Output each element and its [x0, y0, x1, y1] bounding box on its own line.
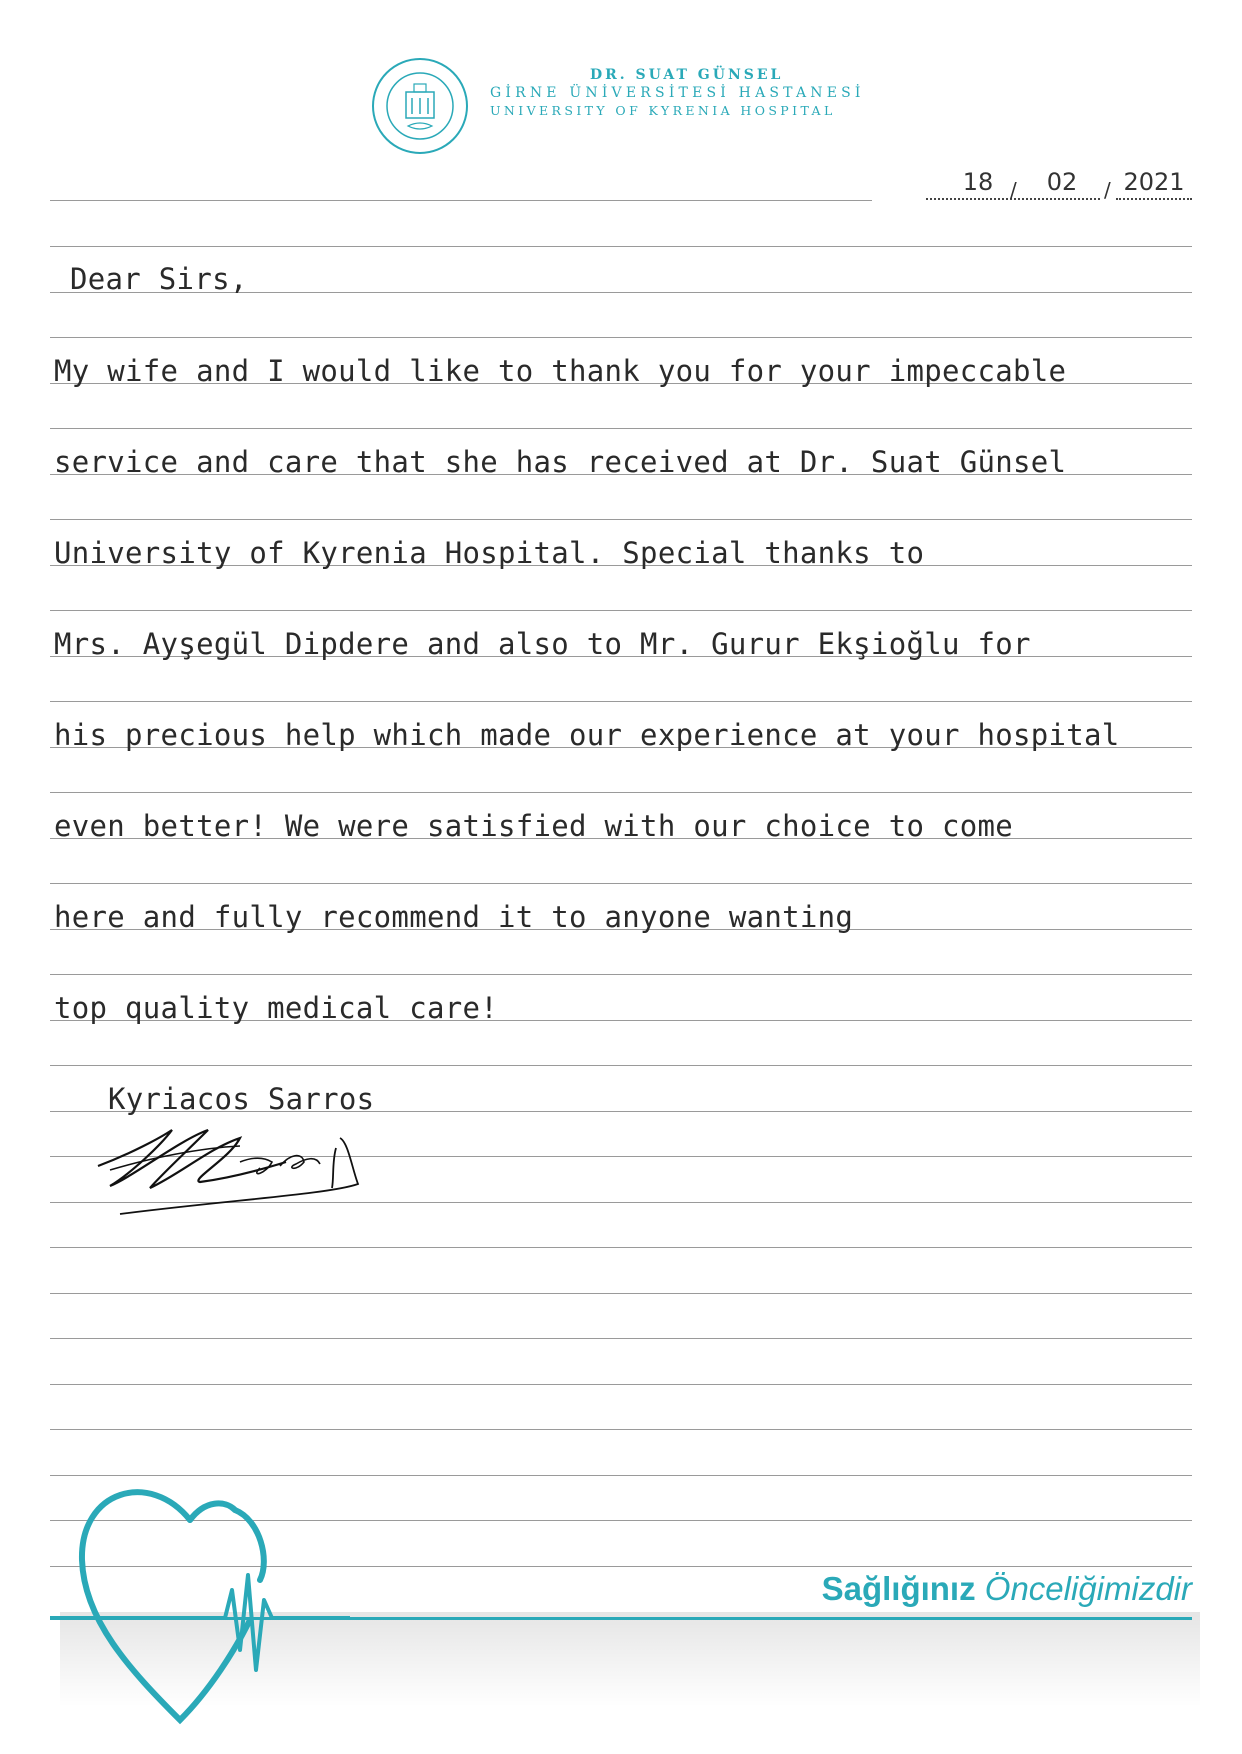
letter-line-4: Mrs. Ayşegül Dipdere and also to Mr. Gurur Ekşioğlu for	[54, 627, 1031, 661]
rule	[50, 974, 1192, 975]
rule	[50, 1475, 1192, 1476]
hospital-name-block	[490, 66, 865, 120]
letter-line-5: his precious help which made our experience at your hospital	[54, 718, 1120, 752]
date-separator-2: /	[1104, 178, 1111, 202]
rule	[50, 1338, 1192, 1339]
rule	[50, 1065, 1192, 1066]
rule	[50, 792, 1192, 793]
rule	[50, 246, 1192, 247]
date-month: 02	[1046, 168, 1078, 196]
rule	[50, 701, 1192, 702]
hospital-seal-logo	[370, 56, 470, 156]
rule	[50, 883, 1192, 884]
hospital-slogan	[822, 1570, 1192, 1608]
rule	[50, 1247, 1192, 1248]
date-month-dots	[1022, 198, 1100, 200]
org-line-2: GİRNE ÜNİVERSİTESİ HASTANESİ	[490, 85, 865, 101]
signature	[90, 1118, 390, 1218]
letter-line-3: University of Kyrenia Hospital. Special thanks to	[54, 536, 925, 570]
letter-line-1: My wife and I would like to thank you for your impeccable	[54, 354, 1067, 388]
letter-line-6: even better! We were satisfied with our choice to come	[54, 809, 1014, 843]
date-year-dots	[1116, 198, 1192, 200]
date-day: 18	[962, 168, 994, 196]
rule	[50, 610, 1192, 611]
letter-line-2: service and care that she has received at Dr. Suat Günsel	[54, 445, 1067, 479]
date-separator-1: /	[1010, 178, 1017, 202]
heart-pulse-icon	[20, 1480, 350, 1740]
letter-line-7: here and fully recommend it to anyone wanting	[54, 900, 854, 934]
rule	[50, 519, 1192, 520]
rule	[50, 428, 1192, 429]
org-line-3: UNIVERSITY OF KYRENIA HOSPITAL	[490, 103, 836, 118]
rule	[50, 1293, 1192, 1294]
salutation: Dear Sirs,	[70, 262, 248, 296]
rule	[50, 1429, 1192, 1430]
date-year: 2021	[1123, 168, 1185, 196]
header-rule	[50, 200, 872, 201]
org-line-1: DR. SUAT GÜNSEL	[590, 67, 784, 83]
rule	[50, 337, 1192, 338]
letter-line-8: top quality medical care!	[54, 991, 498, 1025]
signer-name: Kyriacos Sarros	[108, 1082, 375, 1116]
slogan-italic: Önceliğimizdir	[984, 1570, 1192, 1607]
rule	[50, 1384, 1192, 1385]
slogan-bold: Sağlığınız	[821, 1570, 976, 1607]
